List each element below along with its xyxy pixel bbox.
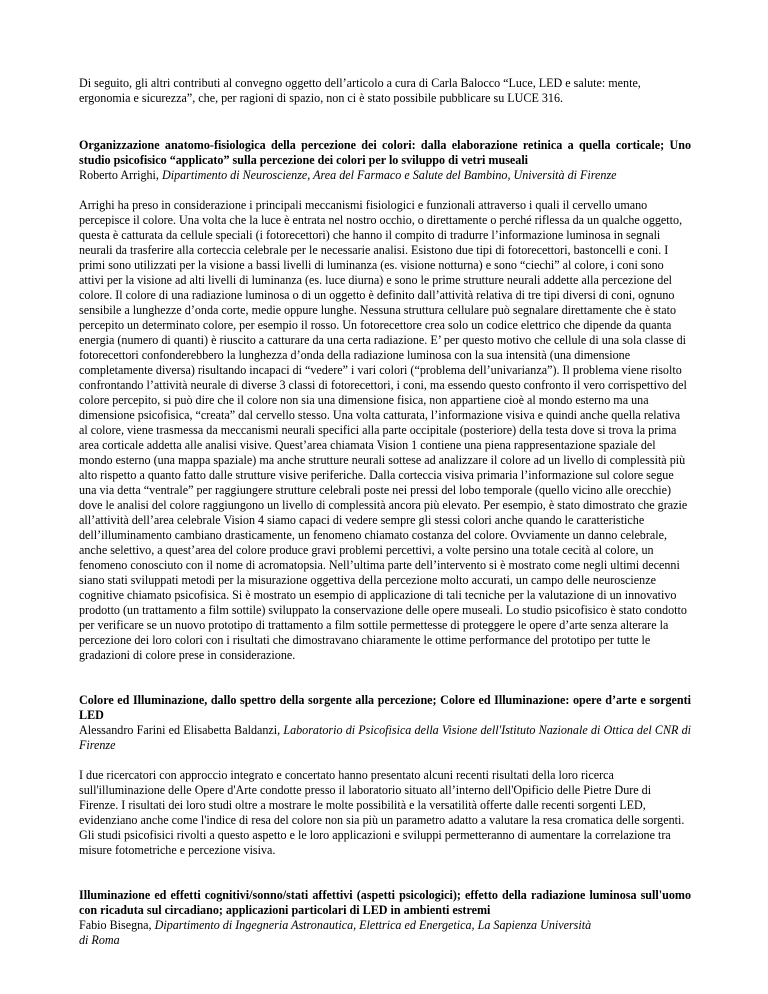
author-name: Roberto Arrighi, [79, 168, 162, 182]
section-body: I due ricercatori con approccio integrato e concertato hanno presentato alcuni recenti risultati della loro ricerca sull'illuminazione delle Opere d'Arte condotte presso il laboratorio situato all’interno dell'Opificio delle Pietre Dure di Firenze. I risultati dei loro studi oltre a mostrare le molte possibilità e la versatilità offerte dalle recenti sorgenti LED, evidenziano anche come l'indice di resa del colore non sia più un parametro adatto a valutare la resa cromatica delle sorgenti. Gli studi psicofisici rivolti a questo aspetto e le loro applicazioni e sviluppi permetteranno di aumentare la correlazione tra misure fotometriche e percezione visiva. [79, 768, 685, 857]
section-title: Organizzazione anatomo-fisiologica della percezione dei colori: dalla elaborazione retinica a quella corticale; Uno studio psicofisico “applicato” sulla percezione dei colori per lo sviluppo di vetri museali [79, 138, 691, 167]
author-name: Fabio Bisegna, [79, 918, 155, 932]
intro-paragraph: Di seguito, gli altri contributi al convegno oggetto dell’articolo a cura di Carla Balocco “Luce, LED e salute: mente, ergonomia e sicurezza”, che, per ragioni di spazio, non ci è stato possibile pubblicare su LUCE 316. [79, 76, 641, 105]
author-name: Alessandro Farini ed Elisabetta Baldanzi, [79, 723, 284, 737]
section-title: Illuminazione ed effetti cognitivi/sonno/stati affettivi (aspetti psicologici); effetto della radiazione luminosa sull'uomo con ricaduta sul circadiano; applicazioni particolari di LED in ambienti estremi [79, 888, 691, 917]
section-title: Colore ed Illuminazione, dallo spettro della sorgente alla percezione; Colore ed Illuminazione: opere d’arte e sorgenti LED [79, 693, 691, 722]
author-line [79, 168, 691, 183]
author-affiliation-cont: di Roma [79, 933, 120, 947]
section-farini [79, 693, 691, 858]
section-bisegna [79, 888, 691, 948]
author-affiliation: Dipartimento di Neuroscienze, Area del Farmaco e Salute del Bambino, Università di Firenze [161, 168, 617, 182]
author-affiliation: Laboratorio di Psicofisica della Visione dell'Istituto Nazionale di Ottica del CNR di Firenze [79, 723, 691, 752]
author-line [79, 723, 691, 753]
section-body: Arrighi ha preso in considerazione i principali meccanismi fisiologici e funzionali attraverso i quali il cervello umano percepisce il colore. Una volta che la luce è entrata nel nostro occhio, o direttamente o perché riflessa da un qualche oggetto, questa è catturata da cellule speciali (i fotorecettori) che hanno il compito di tradurre l’informazione luminosa in segnali neurali da trasferire alla corteccia celebrale per le necessarie analisi. Esistono due tipi di fotorecettori, bastoncelli e coni. I primi sono utilizzati per la visione a bassi livelli di luminanza (es. visione notturna) e sono “ciechi” al colore, i coni sono attivi per la visione ad alti livelli di luminanza (es. luce diurna) e sono le prime strutture neurali addette alla percezione del colore. Il colore di una radiazione luminosa o di un oggetto è definito dall’attività relativa di tre tipi diversi di coni, ognuno sensibile a lunghezze d’onda corte, medie oppure lunghe. Nessuna struttura cellulare può segnalare direttamente che è stato percepito un determinato colore, per esempio il rosso. Un fotorecettore crea solo un codice elettrico che dipende da quanta energia (numero di quanti) è riuscito a catturare da una certa radiazione. E’ per questo motivo che cellule di una sola classe di fotorecettori confonderebbero la lunghezza d’onda della radiazione luminosa con la sua intensità (una dimensione completamente diversa) risultando incapaci di “vedere” i vari colori (“problema dell’univarianza”). Il problema viene risolto confrontando l’attività neurale di diverse 3 classi di fotorecettori, i coni, ma essendo questo confronto il vero corrispettivo del colore percepito, si può dire che il colore non sia una dimensione fisica, non appartiene cioè al mondo esterno ma una dimensione psicofisica, “creata” dal cervello stesso. Una volta catturata, l’informazione visiva e quindi anche quella relativa al colore, viene trasmessa da meccanismi neurali specifici alla parte occipitale (posteriore) della testa dove si trova la prima area corticale addetta alle analisi visive. Quest’area chiamata Vision 1 contiene una piena rappresentazione spaziale del mondo esterno (una mappa spaziale) ma anche strutture neurali sottese ad analizzare il colore ad un livello di complessità più alto rispetto a quanto fatto dalle strutture visive periferiche. Dalla corteccia visiva primaria l’informazione sul colore segue una via detta “ventrale” per raggiungere strutture celebrali poste nei pressi del lobo temporale (quello vicino alle orecchie) dove le analisi del colore raggiungono un livello di complessità ancora più elevato. Per esempio, è stato dimostrato che grazie all’attività dell’area celebrale Vision 4 siamo capaci di vedere sempre gli stessi colori anche quando le caratteristiche dell’illuminamento cambiano drasticamente, un fenomeno chiamato costanza del colore. Ovviamente un danno celebrale, anche selettivo, a quest’area del colore produce gravi problemi percettivi, a volte persino una totale cecità al colore, un fenomeno conosciuto con il nome di acromatopsia. Nell’ultima parte dell’intervento si è mostrato come negli ultimi decenni siano stati sviluppati metodi per la misurazione oggettiva della percezione molto accurati, un campo delle neuroscienze cognitive chiamato psicofisica. Si è mostrato un esempio di applicazione di tali tecniche per la valutazione di un innovativo prodotto (un trattamento a film sottile) sviluppato la conservazione delle opere museali. Lo studio psicofisico è stato condotto per verificare se un nuovo prototipo di trattamento a film sottile permettesse di proteggere le opere d’arte senza alterare la percezione dei loro colori con i risultati che dimostravano chiaramente le ottime performance del prototipo per tutte le gradazioni di colore prese in considerazione. [79, 198, 688, 662]
document-page [79, 76, 691, 948]
author-affiliation: Dipartimento di Ingegneria Astronautica, Elettrica ed Energetica, La Sapienza Università [154, 918, 592, 932]
section-arrighi [79, 138, 691, 663]
author-line [79, 918, 691, 948]
